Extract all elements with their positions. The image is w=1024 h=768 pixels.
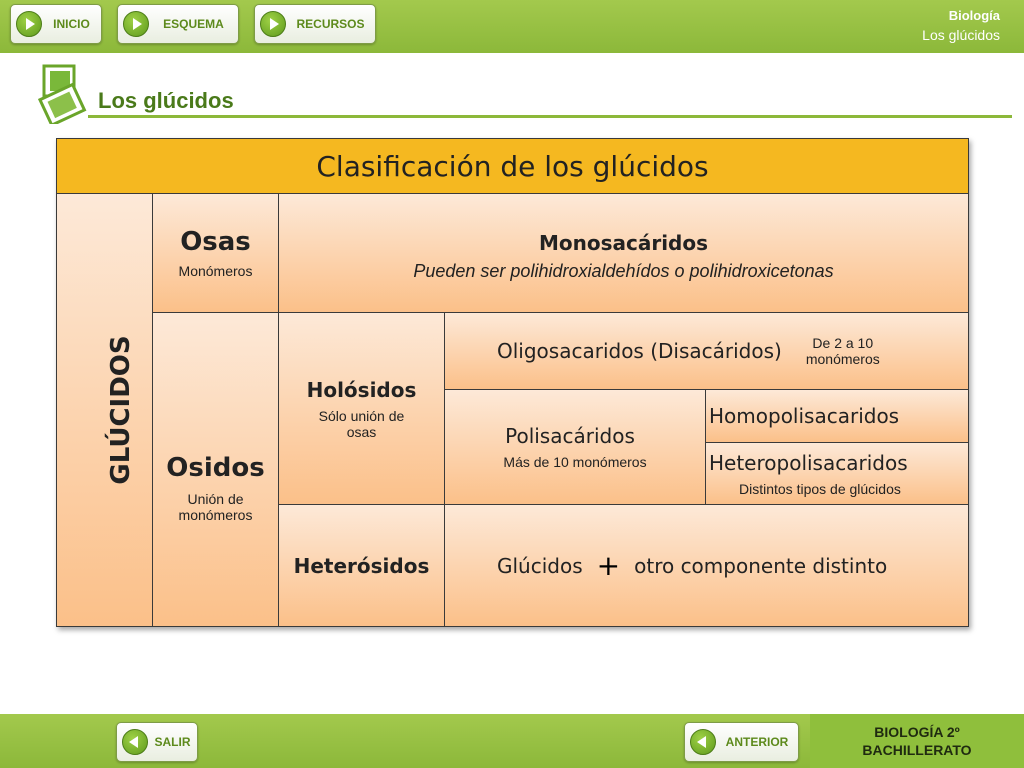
esquema-button[interactable] — [117, 4, 239, 44]
heterosidos-part2: otro componente distinto — [634, 553, 888, 578]
play-icon — [16, 11, 42, 37]
anterior-button[interactable] — [684, 722, 799, 762]
play-icon — [260, 11, 286, 37]
recursos-button-label: RECURSOS — [296, 17, 365, 31]
esquema-button-label: ESQUEMA — [163, 17, 224, 31]
polisacaridos-note: Más de 10 monómeros — [503, 454, 647, 470]
heterosidos-part1: Glúcidos — [497, 553, 583, 578]
heteropolisacaridos-cell — [705, 442, 969, 505]
top-navigation-bar — [0, 0, 1024, 53]
homopolisacaridos-label: Homopolisacaridos — [709, 404, 900, 428]
play-icon — [123, 11, 149, 37]
section-logo-icon — [38, 62, 88, 124]
osas-cell — [152, 193, 279, 313]
back-arrow-icon — [690, 729, 716, 755]
monosacaridos-label: Monosacáridos — [538, 230, 709, 255]
polisacaridos-label: Polisacáridos — [505, 424, 635, 448]
homopolisacaridos-cell — [705, 389, 969, 443]
subject-label: Biología — [948, 8, 1000, 23]
heterosidos-label: Heterósidos — [293, 553, 430, 578]
salir-button[interactable] — [116, 722, 198, 762]
inicio-button[interactable] — [10, 4, 102, 44]
osas-label: Osas — [180, 227, 251, 257]
osas-note: Monómeros — [178, 263, 253, 279]
anterior-button-label: ANTERIOR — [725, 735, 789, 749]
holosidos-note-line2: osas — [346, 423, 377, 440]
classification-table — [56, 138, 969, 627]
osidos-label: Osidos — [166, 453, 265, 483]
osidos-note-line2: monómeros — [178, 507, 253, 523]
glucidos-vertical-label: GLÚCIDOS — [106, 335, 136, 485]
course-line2: BACHILLERATO — [862, 742, 972, 758]
monosacaridos-note: Pueden ser polihidroxialdehídos o polihidroxicetonas — [413, 260, 834, 281]
heterosidos-cell — [278, 504, 445, 627]
header-info — [922, 8, 1000, 43]
heteropolisacaridos-note: Distintos tipos de glúcidos — [739, 480, 901, 497]
recursos-button[interactable] — [254, 4, 376, 44]
course-line1: BIOLOGÍA 2º — [874, 724, 960, 740]
holosidos-note-line1: Sólo unión de — [318, 407, 405, 424]
back-arrow-icon — [122, 729, 148, 755]
oligosacaridos-cell — [444, 312, 969, 390]
oligosacaridos-note-line1: De 2 a 10 — [812, 335, 874, 351]
oligosacaridos-label: Oligosacaridos (Disacáridos) — [497, 339, 782, 363]
table-header — [56, 138, 969, 194]
inicio-button-label: INICIO — [53, 17, 90, 31]
osidos-note-line1: Unión de — [187, 491, 244, 507]
title-divider — [88, 115, 1012, 118]
table-title: Clasificación de los glúcidos — [316, 149, 709, 183]
holosidos-label: Holósidos — [306, 377, 417, 402]
oligosacaridos-note — [806, 335, 880, 367]
oligosacaridos-note-line2: monómeros — [805, 351, 880, 367]
topic-label: Los glúcidos — [922, 27, 1000, 43]
heterosidos-description-cell — [444, 504, 969, 627]
holosidos-cell — [278, 312, 445, 505]
monosacaridos-cell — [278, 193, 969, 313]
osidos-cell — [152, 312, 279, 627]
section-title: Los glúcidos — [98, 88, 234, 113]
glucidos-cell — [56, 193, 153, 627]
polisacaridos-cell — [444, 389, 706, 505]
plus-sign: + — [596, 549, 621, 582]
course-badge — [810, 714, 1024, 768]
salir-button-label: SALIR — [154, 735, 191, 749]
heteropolisacaridos-label: Heteropolisacaridos — [709, 450, 908, 475]
